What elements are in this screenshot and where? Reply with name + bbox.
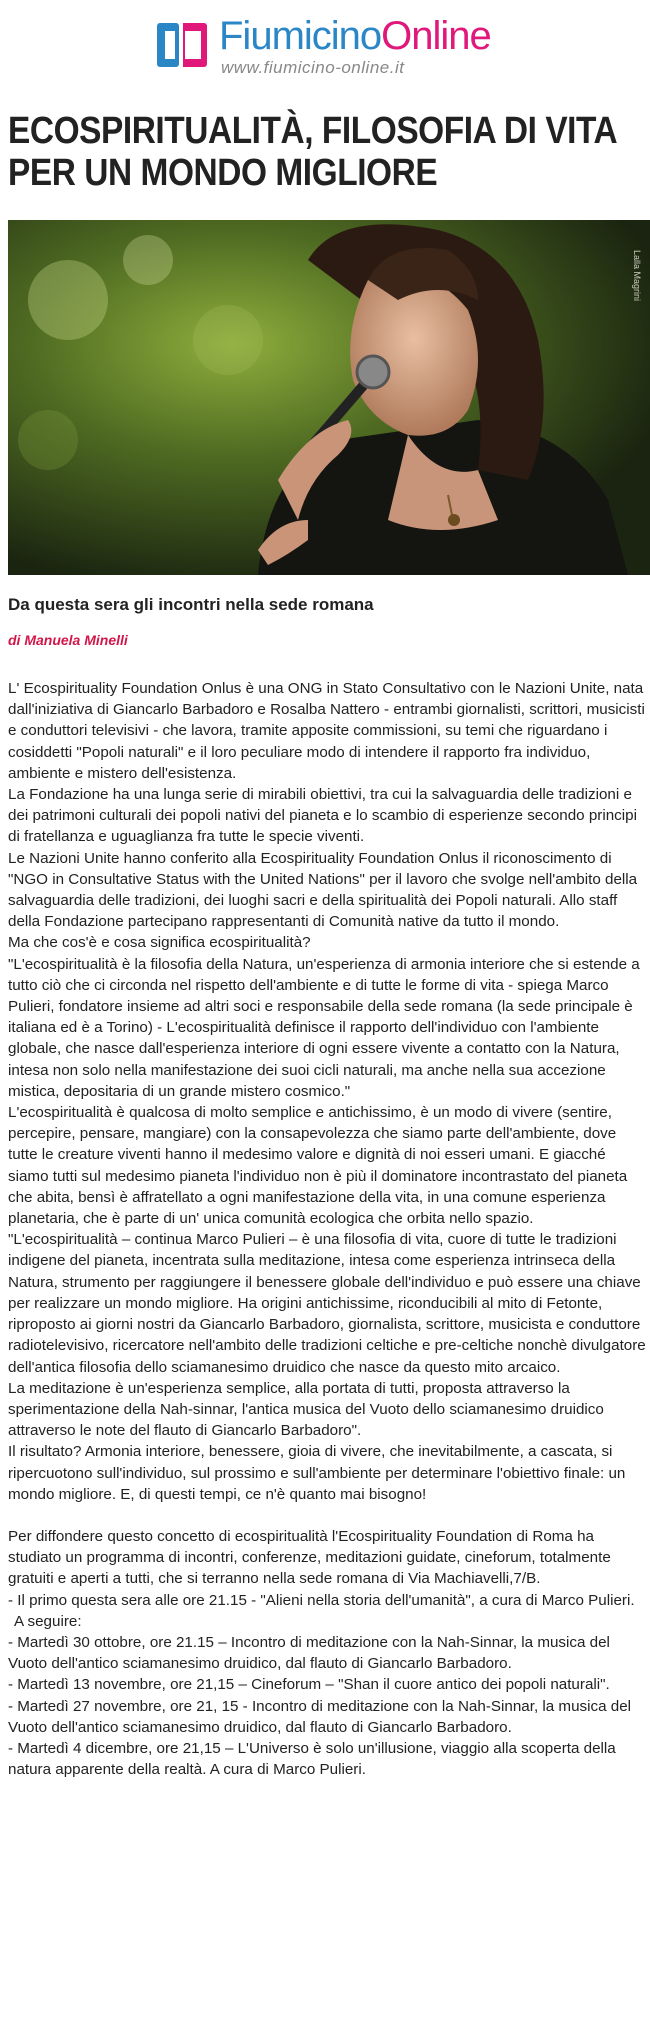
paragraph: "L'ecospiritualità – continua Marco Pulieri – è una filosofia di vita, cuore di tutte le tradizioni indigene del pianeta, incentrata sulla meditazione, intesa come esperienza intrinseca della Natura, strumento per raggiungere il benessere globale dell'individuo e può essere una chiave per realizzare un mondo migliore. Ha origini antichissime, riconducibili al mito di Fetonte, riproposto ai giorni nostri da Giancarlo Barbadoro, giornalista, scrittore, musicista e conduttore radiotelevisivo, ricercatore nell'ambito delle tradizioni celtiche e pre-celtiche nonchè divulgatore dell'antica filosofia dello sciamanesimo druidico che nasce da questo mito arcaico. [8,1231,646,1376]
site-name-part2: Online [381,14,491,58]
event-item: - Il primo questa sera alle ore 21.15 - "Alieni nella storia dell'umanità", a cura di Marco Pulieri. [8,1591,635,1609]
site-name [219,14,491,58]
article-subtitle: Da questa sera gli incontri nella sede romana [8,595,374,614]
paragraph: L' Ecospirituality Foundation Onlus è una ONG in Stato Consultativo con le Nazioni Unite, nata dall'iniziativa di Giancarlo Barbadoro e Rosalba Nattero - entrambi giornalisti, scrittori, musicisti e conduttori televisivi - che lavora, tramite apposite commissioni, su temi che riguardano i cosiddetti "Popoli naturali" e il loro peculiare modo di intendere il rapporto fra individuo, ambiente e mistero dell'esistenza. [8,680,645,782]
event-item: - Martedì 4 dicembre, ore 21,15 – L'Universo è solo un'illusione, viaggio alla scoperta della natura apparente della realtà. A cura di Marco Pulieri. [8,1739,616,1779]
site-name-part1: Fiumicino [219,14,382,58]
site-header [0,0,650,95]
paragraph: La meditazione è un'esperienza semplice, alla portata di tutti, proposta attraverso la sperimentazione della Nah-sinnar, l'antica musica del Vuoto dello sciamanesimo druidico attraverso le note del flauto di Giancarlo Barbadoro". [8,1379,604,1440]
event-item: - Martedì 13 novembre, ore 21,15 – Cineforum – "Shan il cuore antico dei popoli naturali". [8,1676,610,1694]
site-logo[interactable] [155,14,495,80]
event-item: - Martedì 30 ottobre, ore 21.15 – Incontro di meditazione con la Nah-Sinnar, la musica del Vuoto dell'antico sciamanesimo druidico, dal flauto di Giancarlo Barbadoro. [8,1633,610,1673]
fo-logo-icon [155,17,211,73]
paragraph: La Fondazione ha una lunga serie di mirabili obiettivi, tra cui la salvaguardia delle tradizioni e dei patrimoni culturali dei popoli nativi del pianeta e lo scambio di esperienze secondo principi di fratellanza e uguaglianza fra tutte le specie viventi. [8,786,637,846]
paragraph: Le Nazioni Unite hanno conferito alla Ecospirituality Foundation Onlus il riconoscimento di "NGO in Consultative Status with the United Nations" per il lavoro che svolge nell'ambito della salvaguardia delle tradizioni, dei luoghi sacri e della spiritualità dei Popoli naturali. Allo staff della Fondazione partecipano rappresentanti di Comunità native da tutto il mondo. [8,849,638,931]
spacer [8,1505,646,1526]
paragraph: "L'ecospiritualità è la filosofia della Natura, un'esperienza di armonia interiore che si estende a tutto ciò che ci circonda nel rispetto dell'ambiente e di tutte le forme di vita - spiega Marco Pulieri, fondatore insieme ad altri soci e responsabile della sede romana (la sede principale è italiana ed è a Torino) - L'ecospiritualità definisce il rapporto dell'individuo con l'ambiente globale, che nasce dall'esperienza interiore di ogni essere vivente a contatto con la Natura, intesa non solo nella manifestazione dei suoi cicli naturali, ma anche nella sua accezione mistica, depositaria di un grande mistero cosmico." [8,955,640,1100]
article-title-line1: ECOSPIRITUALITÀ, FILOSOFIA DI VITA [8,110,618,152]
photo-watermark: Lalla Magrini [632,250,642,302]
hero-image [8,220,650,575]
paragraph: Il risultato? Armonia interiore, benessere, gioia di vivere, che inevitabilmente, a cascata, si ripercuotono sull'individuo, sul prossimo e sull'ambiente per determinare l'obiettivo finale: un mondo migliore. E, di questi tempi, ce n'è quanto mai bisogno! [8,1443,626,1503]
article-title-line2: PER UN MONDO MIGLIORE [8,152,438,194]
event-item: - Martedì 27 novembre, ore 21, 15 - Incontro di meditazione con la Nah-Sinnar, la musica del Vuoto dell'antico sciamanesimo druidico, dal flauto di Giancarlo Barbadoro. [8,1697,632,1736]
article-byline[interactable]: di Manuela Minelli [8,632,128,648]
paragraph: Ma che cos'è e cosa significa ecospiritualità? [8,934,311,952]
event-list-heading: A seguire: [14,1612,82,1630]
site-url: www.fiumicino-online.it [221,58,405,77]
article-title [8,110,628,194]
paragraph: Per diffondere questo concetto di ecospiritualità l'Ecospirituality Foundation di Roma ha studiato un programma di incontri, conferenze, meditazioni guidate, cineforum, totalmente gratuiti e aperti a tutti, che si terranno nella sede romana di Via Machiavelli,7/B. [8,1527,611,1588]
singer-photo [8,220,650,575]
paragraph: L'ecospiritualità è qualcosa di molto semplice e antichissimo, è un modo di vivere (sentire, percepire, pensare, mangiare) con la consapevolezza che siamo parte dell'ambiente, dove tutte le creature viventi hanno il medesimo valore e dignità di noi esseri umani. E giacché siamo tutti sul medesimo pianeta l'individuo non è più il dominatore incontrastato del pianeta che abita, bensì è affratellato a ogni manifestazione della vita, in una comune esperienza planetaria, che è parte di un' unica comunità ecologica che orbita nello spazio. [8,1104,628,1228]
article-body [8,678,646,1780]
